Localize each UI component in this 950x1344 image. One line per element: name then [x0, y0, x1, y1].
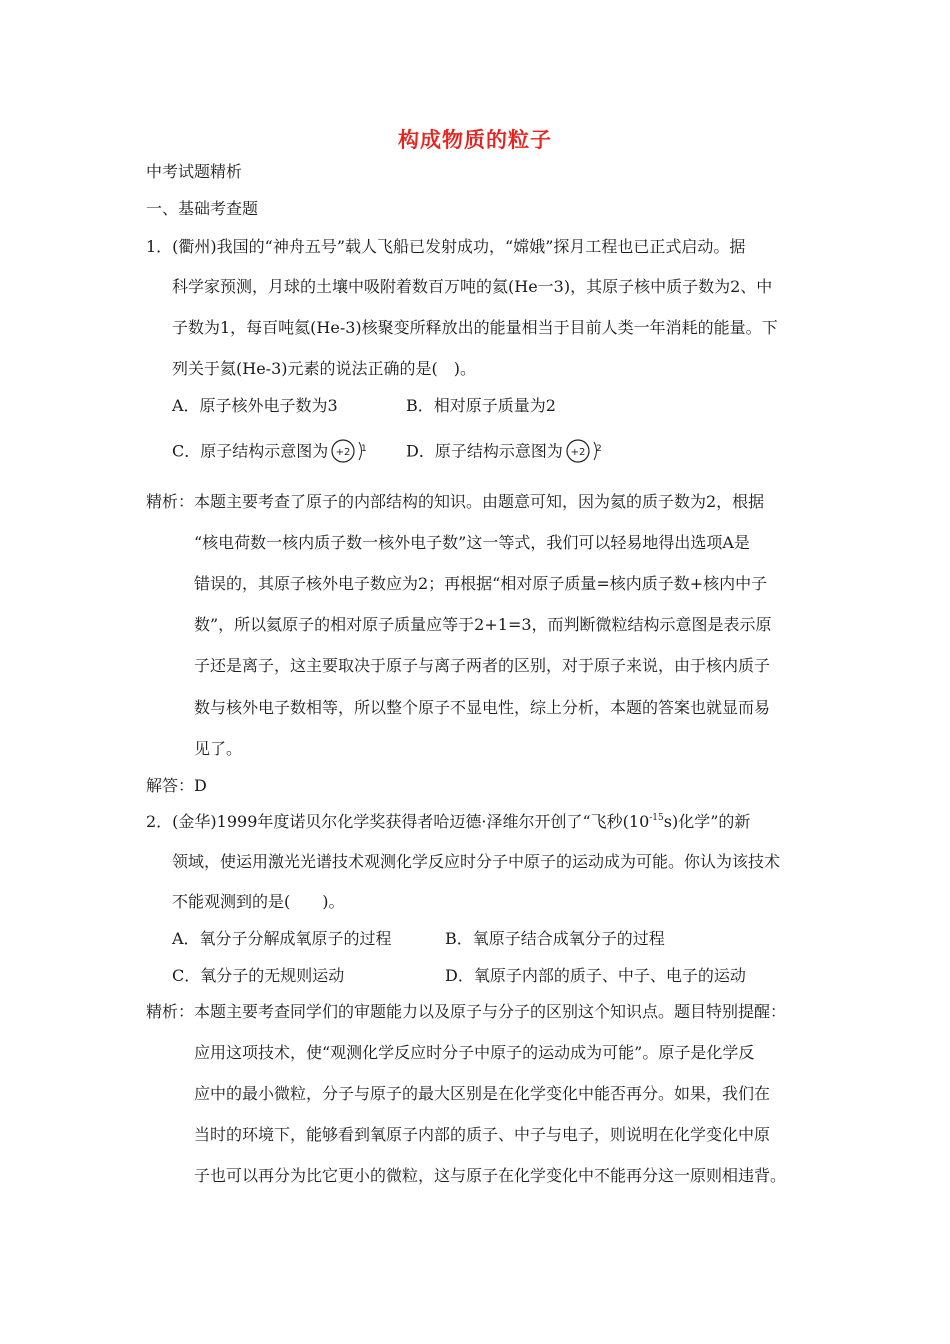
q2-analysis-line-4: 当时的环境下，能够看到氧原子内部的质子、中子与电子，则说明在化学变化中原 — [194, 1125, 771, 1144]
q1-analysis-line-5: 子还是离子，这主要取决于原子与离子两者的区别，对于原子来说，由于核内质子 — [194, 656, 771, 675]
q1-option-c-text: C．原子结构示意图为 — [172, 441, 329, 461]
q2-line-2: 领域，使运用激光光谱技术观测化学反应时分子中原子的运动成为可能。你认为该技术 — [172, 852, 781, 871]
q1-option-a: A．原子核外电子数为3 — [172, 396, 338, 415]
q2-analysis-line-1: 精析：本题主要考查同学们的审题能力以及原子与分子的区别这个知识点。题目特别提醒： — [146, 1002, 787, 1021]
subsection-heading: 一、基础考查题 — [146, 199, 259, 218]
q1-analysis-line-7: 见了。 — [194, 739, 243, 758]
shell-label-c: 1 — [361, 444, 367, 454]
q2-analysis-line-3: 应中的最小微粒，分子与原子的最大区别是在化学变化中能否再分。如果，我们在 — [194, 1084, 771, 1103]
q2-option-d: D．氧原子内部的质子、中子、电子的运动 — [445, 966, 746, 985]
q2-option-a: A．氧分子分解成氧原子的过程 — [172, 929, 392, 948]
q1-line-4: 列关于氦(He-3)元素的说法正确的是( )。 — [172, 359, 476, 378]
document-title: 构成物质的粒子 — [398, 128, 552, 152]
q1-line-2: 科学家预测，月球的土壤中吸附着数百万吨的氦(He一3)，其原子核中质子数为2、中 — [172, 277, 773, 296]
q1-analysis-line-6: 数与核外电子数相等，所以整个原子不显电性，综上分析，本题的答案也就显而易 — [194, 698, 771, 717]
q1-analysis-line-2: “核电荷数一核内质子数一核外电子数”这一等式，我们可以轻易地得出选项A是 — [194, 533, 750, 552]
q2-line-1-pre: 2．(金华)1999年度诺贝尔化学奖获得者哈迈德·泽维尔开创了“飞秒(10 — [146, 812, 650, 831]
q1-option-b: B．相对原子质量为2 — [406, 396, 556, 415]
atom-diagram-c-icon — [330, 438, 368, 466]
section-heading: 中考试题精析 — [146, 162, 243, 181]
q2-exponent: -15 — [649, 813, 664, 823]
shell-label-d: 2 — [595, 444, 602, 454]
atom-diagram-d-icon — [565, 438, 603, 466]
q1-option-c — [172, 438, 368, 466]
q2-analysis-line-5: 子也可以再分为比它更小的微粒，这与原子在化学变化中不能再分这一原则相违背。 — [194, 1166, 787, 1185]
q1-answer: 解答：D — [146, 776, 207, 795]
nucleus-label-d: +2 — [570, 447, 586, 458]
q1-analysis-line-1: 精析：本题主要考查了原子的内部结构的知识。由题意可知，因为氦的质子数为2，根据 — [146, 492, 765, 511]
q1-line-1: 1．(衢州)我国的“神舟五号”载人飞船已发射成功，“嫦娥”探月工程也已正式启动。据 — [146, 237, 746, 256]
q2-option-c: C．氧分子的无规则运动 — [172, 966, 345, 985]
q2-analysis-line-2: 应用这项技术，使“观测化学反应时分子中原子的运动成为可能”。原子是化学反 — [194, 1043, 755, 1062]
q1-option-d-text: D．原子结构示意图为 — [406, 441, 563, 461]
q2-option-b: B．氧原子结合成氧分子的过程 — [445, 929, 665, 948]
q1-analysis-line-4: 数”，所以氦原子的相对原子质量应等于2+1=3，而判断微粒结构示意图是表示原 — [194, 615, 772, 634]
q2-line-1-post: s)化学”的新 — [663, 812, 751, 831]
q2-line-1 — [146, 812, 750, 832]
q2-line-3: 不能观测到的是( )。 — [172, 892, 345, 911]
q1-option-d — [406, 438, 603, 466]
nucleus-label-c: +2 — [335, 447, 351, 458]
q1-analysis-line-3: 错误的，其原子核外电子数应为2；再根据“相对原子质量=核内质子数+核内中子 — [194, 574, 768, 593]
q1-line-3: 子数为1，每百吨氦(He-3)核聚变所释放出的能量相当于目前人类一年消耗的能量。下 — [172, 318, 778, 337]
